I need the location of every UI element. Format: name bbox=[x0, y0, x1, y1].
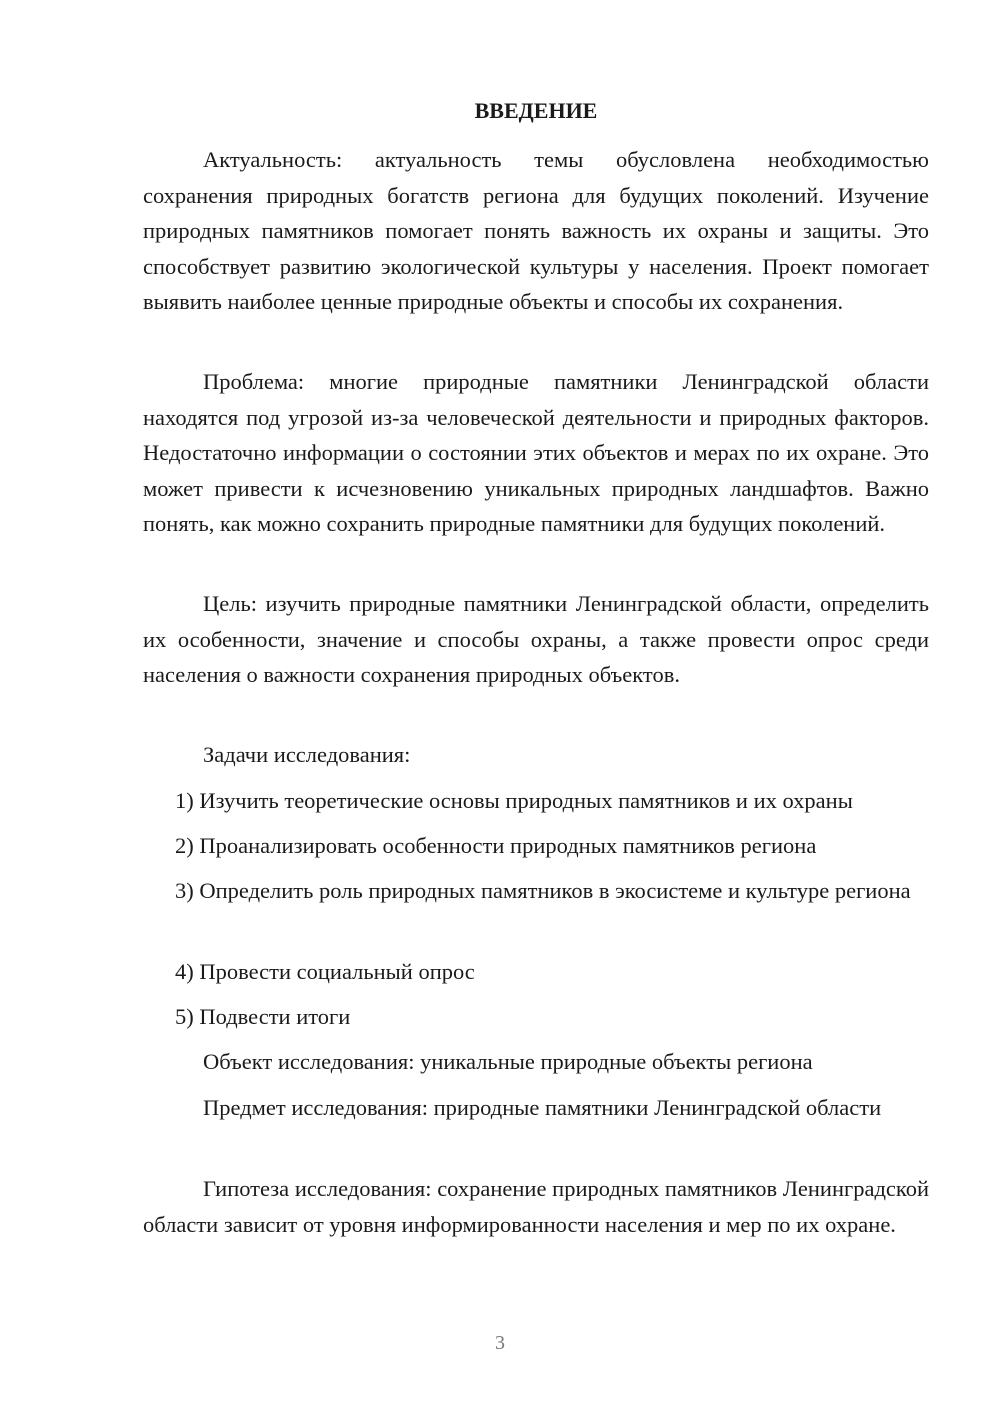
goal-paragraph: Цель: изучить природные памятники Ленинградской области, определить их особенности, значение и способы охраны, а также провести опрос среди населения о важности сохранения природных объектов. bbox=[143, 591, 929, 687]
subject-paragraph: Предмет исследования: природные памятники Ленинградской области bbox=[203, 1095, 882, 1120]
object-paragraph: Объект исследования: уникальные природные объекты региона bbox=[203, 1049, 813, 1074]
task-item: 2) Проанализировать особенности природных памятников региона bbox=[175, 833, 817, 858]
task-item: 5) Подвести итоги bbox=[175, 1004, 351, 1029]
page-number: 3 bbox=[495, 1332, 505, 1354]
tasks-heading: Задачи исследования: bbox=[203, 742, 411, 767]
task-item: 4) Провести социальный опрос bbox=[175, 959, 475, 984]
problem-paragraph: Проблема: многие природные памятники Ленинградской области находятся под угрозой из-за человеческой деятельности и природных факторов. Недостаточно информации о состоянии этих объектов и мерах по их охране. Это может привести к исчезновению уникальных природных ландшафтов. Важно понять, как можно сохранить природные памятники для будущих поколений. bbox=[143, 369, 929, 536]
page-title: ВВЕДЕНИЕ bbox=[474, 98, 598, 123]
hypothesis-paragraph: Гипотеза исследования: сохранение природных памятников Ленинградской области зависит от уровня информированности населения и мер по их охране. bbox=[143, 1176, 929, 1237]
relevance-paragraph: Актуальность: актуальность темы обусловлена необходимостью сохранения природных богатств региона для будущих поколений. Изучение природных памятников помогает понять важность их охраны и защиты. Это способствует развитию экологической культуры у населения. Проект помогает выявить наиболее ценные природные объекты и способы их сохранения. bbox=[143, 147, 929, 314]
task-item: 1) Изучить теоретические основы природных памятников и их охраны bbox=[175, 788, 853, 813]
task-item: 3) Определить роль природных памятников в экосистеме и культуре региона bbox=[175, 878, 911, 903]
